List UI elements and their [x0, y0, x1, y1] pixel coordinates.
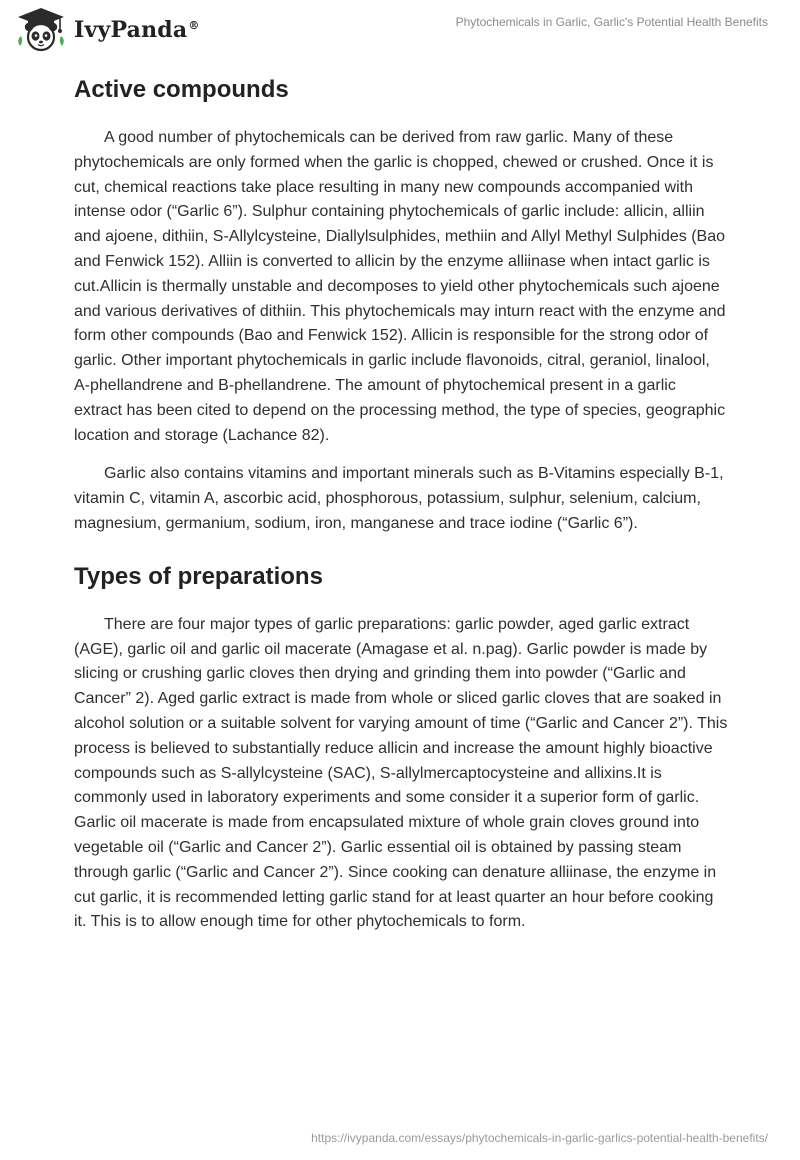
essay-content [74, 72, 728, 935]
panda-graduate-icon [14, 6, 68, 54]
paragraph: Garlic also contains vitamins and important minerals such as B-Vitamins especially B-1, vitamin C, vitamin A, ascorbic acid, phosphorous, potassium, sulphur, selenium, calcium, magnesium, germanium, sodium, iron, manganese and trace iodine (“Garlic 6”). [74, 465, 724, 532]
paragraph: There are four major types of garlic preparations: garlic powder, aged garlic extract (AGE), garlic oil and garlic oil macerate (Amagase et al. n.pag). Garlic powder is made by slicing or crushing garlic cloves then drying and grinding them into powder (“Garlic and Cancer” 2). Aged garlic extract is made from whole or sliced garlic cloves that are soaked in alcohol solution or a suitable solvent for varying amount of time (“Garlic and Cancer 2”). This process is believed to substantially reduce allicin and increase the amount highly bioactive compounds such as S-allylcysteine (SAC), S-allylmercaptocysteine and allixins.It is commonly used in laboratory experiments and some consider it a superior form of garlic. Garlic oil macerate is made from encapsulated mixture of whole grain cloves ground into vegetable oil (“Garlic and Cancer 2”). Garlic essential oil is obtained by passing steam through garlic (“Garlic and Cancer 2”). Since cooking can denature alliinase, the enzyme in cut garlic, it is recommended letting garlic stand for at least quarter an hour before cooking it. This is to allow enough time for other phytochemicals to form. [74, 615, 728, 931]
registered-mark: ® [188, 18, 200, 32]
logo-wordmark [74, 17, 200, 43]
section-heading-active-compounds: Active compounds [74, 76, 289, 103]
ivypanda-logo[interactable] [14, 6, 200, 54]
document-title: Phytochemicals in Garlic, Garlic's Potential Health Benefits [455, 15, 768, 29]
source-url[interactable]: https://ivypanda.com/essays/phytochemicals-in-garlic-garlics-potential-health-benefits/ [311, 1131, 768, 1145]
section-heading-types-of-preparations: Types of preparations [74, 562, 323, 590]
logo-text: IvyPanda [74, 17, 188, 43]
paragraph: A good number of phytochemicals can be derived from raw garlic. Many of these phytochemicals are only formed when the garlic is chopped, chewed or crushed. Once it is cut, chemical reactions take place resulting in many new compounds accompanied with intense odor (“Garlic 6”). Sulphur containing phytochemicals of garlic include: allicin, alliin and ajoene, dithiin, S-Allylcysteine, Diallylsulphides, methiin and Allyl Methyl Sulphides (Bao and Fenwick 152). Alliin is converted to allicin by the enzyme alliinase when intact garlic is cut.Allicin is thermally unstable and decomposes to yield other phytochemicals such ajoene and various derivatives of dithiin. This phytochemicals may inturn react with the enzyme and form other compounds (Bao and Fenwick 152). Allicin is responsible for the strong odor of garlic. Other important phytochemicals in garlic include flavonoids, citral, geraniol, linalool, A-phellandrene and B-phellandrene. The amount of phytochemical present in a garlic extract has been cited to depend on the processing method, the type of species, geographic location and storage (Lachance 82). [74, 129, 726, 444]
page-header [0, 0, 800, 70]
